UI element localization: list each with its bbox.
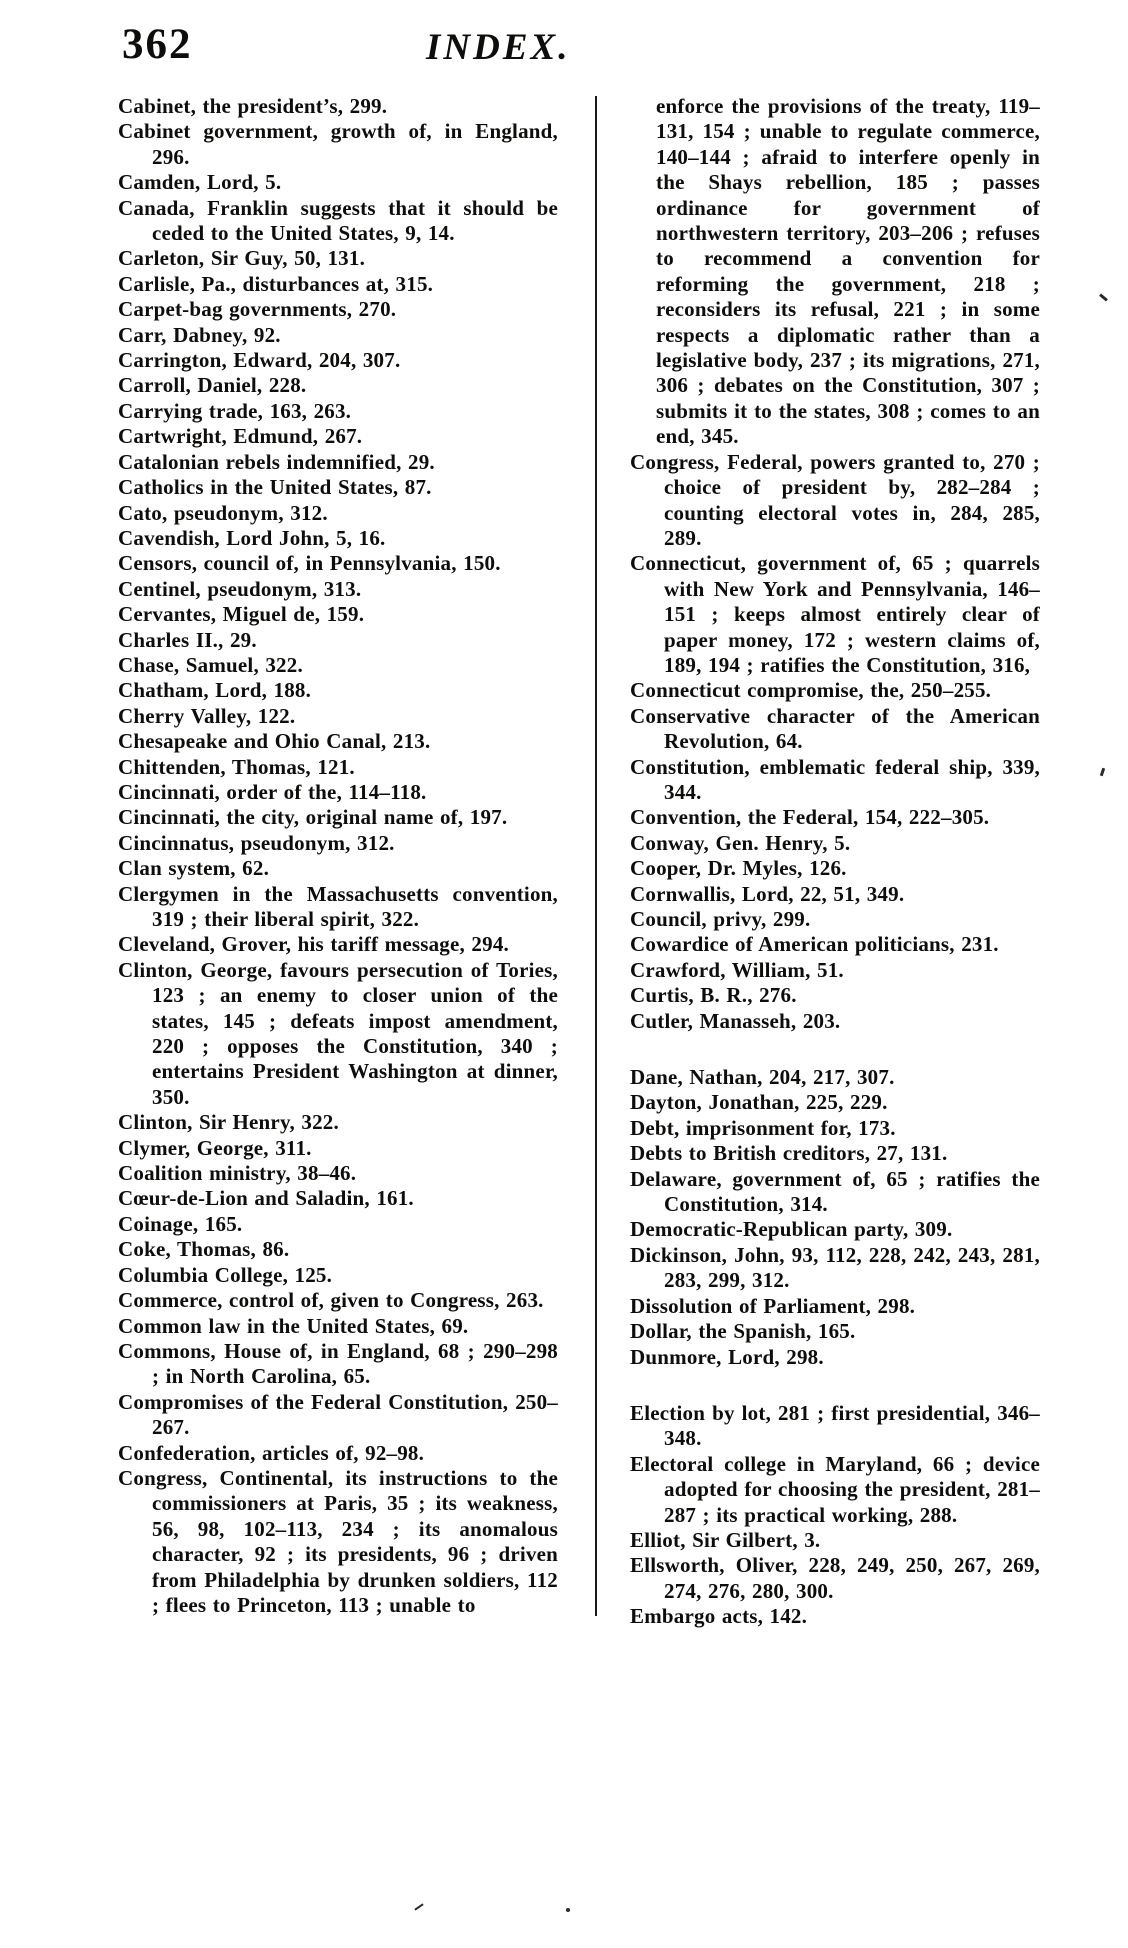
index-entry: Dollar, the Spanish, 165. [630,1319,856,1344]
index-entry: Cervantes, Miguel de, 159. [118,602,365,627]
index-columns [118,94,1040,1630]
index-entry: Coalition ministry, 38–46. [118,1161,357,1186]
index-entry: Chittenden, Thomas, 121. [118,754,355,779]
scan-speck [414,1903,423,1910]
index-entry: Columbia College, 125. [118,1262,333,1287]
index-entry: Confederation, articles of, 92–98. [118,1440,425,1465]
index-entry: Congress, Continental, its instructions to the commissioners at Paris, 35 ; its weakness, 56, 98, 102–113, 234 ; its anomalous character, 92 ; its presidents, 96 ; driven from Philadelphia by drunken soldiers, 112 ; flees to Princeton, 113 ; unable to [118,1465,558,1617]
index-entry: Cooper, Dr. Myles, 126. [630,856,847,881]
index-entry: Cavendish, Lord John, 5, 16. [118,525,386,550]
index-entry: Clymer, George, 311. [118,1135,312,1160]
index-entry: Clinton, Sir Henry, 322. [118,1110,339,1135]
index-entry: Cornwallis, Lord, 22, 51, 349. [630,881,905,906]
index-entry: Embargo acts, 142. [630,1604,808,1629]
index-column-right [630,94,1040,1630]
index-column-left [118,94,558,1630]
index-entry: Elliot, Sir Gilbert, 3. [630,1527,821,1552]
column-divider-rule [595,96,597,1616]
index-entry: Dissolution of Parliament, 298. [630,1293,916,1318]
index-entry: Ellsworth, Oliver, 228, 249, 250, 267, 269, 274, 276, 280, 300. [630,1553,1040,1603]
index-entry: Democratic-Republican party, 309. [630,1217,953,1242]
index-entry: Coinage, 165. [118,1211,243,1236]
index-entry: Clinton, George, favours persecution of Tories, 123 ; an enemy to closer union of the states, 145 ; defeats impost amendment, 220 ; opposes the Constitution, 340 ; entertains President Washington at dinner, 350. [118,957,558,1109]
index-entry: Council, privy, 299. [630,907,811,931]
index-entry: Curtis, B. R., 276. [630,983,797,1008]
index-entry: Cowardice of American politicians, 231. [630,932,999,957]
index-entry: Carrying trade, 163, 263. [118,398,352,423]
index-entry: Cartwright, Edmund, 267. [118,424,363,449]
index-entry: Compromises of the Federal Constitution, 250–267. [118,1389,558,1440]
index-entry: Common law in the United States, 69. [118,1313,469,1338]
page-number: 362 [122,21,193,68]
index-entry: Camden, Lord, 5. [118,170,282,195]
index-entry: Charles II., 29. [118,627,257,652]
index-entry: Cincinnati, order of the, 114–118. [118,779,427,804]
index-entry: Debts to British creditors, 27, 131. [630,1141,948,1166]
index-entry: Chase, Samuel, 322. [118,652,303,677]
index-entry: Cato, pseudonym, 312. [118,500,328,525]
index-entry: Carr, Dabney, 92. [118,322,281,347]
index-entry: Centinel, pseudonym, 313. [118,576,362,601]
index-entry: Cherry Valley, 122. [118,703,296,728]
index-entry: Conway, Gen. Henry, 5. [630,830,851,855]
index-entry: Commons, House of, in England, 68 ; 290–298 ; in North Carolina, 65. [118,1338,558,1389]
scan-speck [566,1908,570,1912]
index-entry: Cabinet, the president’s, 299. [118,94,388,118]
index-entry: Connecticut compromise, the, 250–255. [630,678,992,703]
index-entry: Commerce, control of, given to Congress, 263. [118,1288,544,1313]
index-entry: Cabinet government, growth of, in England, 296. [118,119,558,169]
index-entry-continuation: enforce the provisions of the treaty, 119–131, 154 ; unable to regulate commerce, 140–144 ; afraid to interfere openly in the Shays rebellion, 185 ; passes ordinance for government of northwestern territory, 203–206 ; refuses to recommend a convention for reforming the government, 218 ; reconsiders its refusal, 221 ; in some respects a diplomatic rather than a legislative body, 237 ; its migrations, 271, 306 ; debates on the Constitution, 307 ; submits it to the states, 308 ; comes to an end, 345. [656,94,1040,449]
index-entry: Carlisle, Pa., disturbances at, 315. [118,271,434,296]
index-entry: Convention, the Federal, 154, 222–305. [630,805,990,830]
index-entry: Cœur-de-Lion and Saladin, 161. [118,1186,414,1211]
index-entry: Clan system, 62. [118,856,270,881]
page-title: INDEX. [426,27,571,68]
index-entry: Chatham, Lord, 188. [118,678,312,703]
index-entry: Congress, Federal, powers granted to, 270 ; choice of president by, 282–284 ; counting electoral votes in, 284, 285, 289. [630,449,1040,550]
index-entry: Carleton, Sir Guy, 50, 131. [118,246,366,271]
index-entry: Censors, council of, in Pennsylvania, 150. [118,551,501,576]
index-entry: Canada, Franklin suggests that it should be ceded to the United States, 9, 14. [118,195,558,246]
index-entry: Clergymen in the Massachusetts convention, 319 ; their liberal spirit, 322. [118,881,558,931]
index-entry: Chesapeake and Ohio Canal, 213. [118,729,431,754]
index-entry: Dickinson, John, 93, 112, 228, 242, 243, 281, 283, 299, 312. [630,1242,1040,1293]
index-entry: Dunmore, Lord, 298. [630,1344,824,1369]
index-entry: Debt, imprisonment for, 173. [630,1115,896,1140]
index-entry: Connecticut, government of, 65 ; quarrels with New York and Pennsylvania, 146–151 ; keeps almost entirely clear of paper money, 172 ; western claims of, 189, 194 ; ratifies the Constitution, 316, [630,551,1040,677]
index-entry: Cincinnati, the city, original name of, 197. [118,805,508,830]
index-section-e [630,1401,1040,1630]
index-entry: Election by lot, 281 ; first presidential, 346–348. [630,1400,1040,1451]
scan-speck [1099,293,1108,301]
index-entry: Conservative character of the American Revolution, 64. [630,703,1040,754]
index-entry: Electoral college in Maryland, 66 ; device adopted for choosing the president, 281–287 ; its practical working, 288. [630,1451,1040,1527]
index-entry: Constitution, emblematic federal ship, 339, 344. [630,754,1040,804]
index-entry: Dane, Nathan, 204, 217, 307. [630,1065,895,1090]
index-entry: Crawford, William, 51. [630,957,844,982]
index-entry: Cincinnatus, pseudonym, 312. [118,830,395,855]
index-entry: Carrington, Edward, 204, 307. [118,348,401,373]
index-section-d [630,1065,1040,1370]
index-entry: Carpet-bag governments, 270. [118,297,397,322]
index-entry: Carroll, Daniel, 228. [118,373,307,398]
index-entry: Cleveland, Grover, his tariff message, 294. [118,932,509,957]
index-entry: Dayton, Jonathan, 225, 229. [630,1090,888,1115]
index-entry: Cutler, Manasseh, 203. [630,1008,841,1033]
index-entry: Delaware, government of, 65 ; ratifies the Constitution, 314. [630,1166,1040,1217]
scan-speck [1100,768,1105,777]
index-entry: Coke, Thomas, 86. [118,1237,290,1262]
index-entry: Catalonian rebels indemnified, 29. [118,449,435,474]
index-section-c [630,450,1040,1034]
index-entry: Catholics in the United States, 87. [118,475,432,500]
